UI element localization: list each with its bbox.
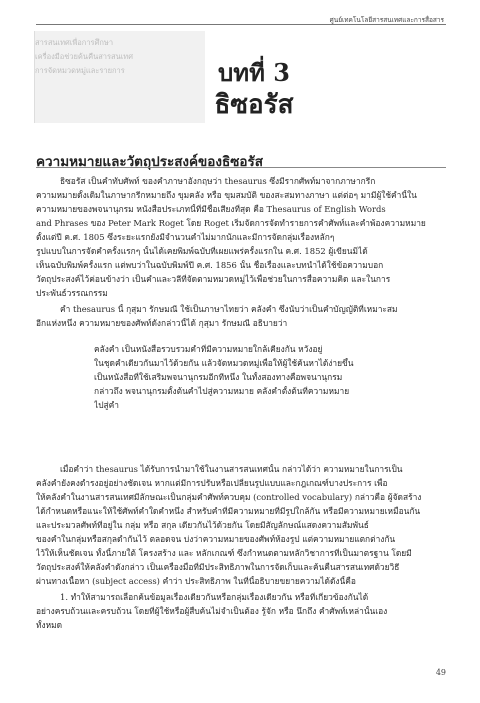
body-line: อีกแห่งหนึ่ง ความหมายของศัพท์ดังกล่าวนี้ได้ กุสุมา รักษมณี อธิบายว่า <box>36 318 288 328</box>
body-line: วัตถุประสงค์ไว้ค่อนข้างว่า เป็นคำและวลีที่จัดตามหมวดหมู่ไว้เพื่อช่วยในการสื่อความคิด และในการ <box>36 274 391 284</box>
body-line: ตั้งแต่ปี ค.ศ. 1805 ซึ่งระยะแรกยังมีจำนวนคำไม่มากนักและมีการจัดกลุ่มเรื่องหลักๆ <box>36 232 335 242</box>
body-line: คลังคำยังคงดำรงอยู่อย่างชัดเจน หากแต่มีการปรับหรือเปลี่ยนรูปแบบและกฎเกณฑ์บางประการ เพื่อ <box>36 478 388 488</box>
list-item-line: อย่างครบถ้วนและครบถ้วน โดยที่ผู้ใช้หรือผู้สืบค้นไม่จำเป็นต้อง รู้จัก หรือ นึกถึง คำศัพท์เหล่านั้นเอง <box>36 606 388 616</box>
body-line: ธิซอรัส เป็นคำทับศัพท์ ของคำภาษาอังกฤษว่า thesaurus ซึ่งมีรากศัพท์มาจากภาษากรีก <box>60 176 376 186</box>
body-line: วัตถุประสงค์ให้คลังคำดังกล่าว เป็นเครื่องมือที่มีประสิทธิภาพในการจัดเก็บและค้นคืนสารสนเทศด้วยวิธี <box>36 562 400 572</box>
quote-line: ไปสู่คำ <box>94 400 119 410</box>
chapter-number: บทที่ 3 <box>218 58 290 87</box>
body-line: เมื่อคำว่า thesaurus ได้รับการนำมาใช้ในงานสารสนเทศนั้น กล่าวได้ว่า ความหมายในการเป็น <box>60 464 403 474</box>
chapter-title: ธิซอรัส <box>214 90 294 120</box>
header-rule <box>36 24 446 25</box>
body-line: ของคำในกลุ่มหรือสกุลดำกันไว้ ตลอดจน บ่งว่าความหมายของศัพท์ห้องรูป แต่ความหมายแตกต่างกัน <box>36 534 396 544</box>
body-line: และประมวลศัพท์ที่อยู่ใน กลุ่ม หรือ สกุล เดียวกันไว้ด้วยกัน โดยมีสัญลักษณ์แสดงความสัมพันธ์ <box>36 520 369 530</box>
body-line: คำ thesaurus นี้ กุสุมา รักษมณี ใช้เป็นภาษาไทยว่า คลังคำ ซึ่งนับว่าเป็นคำบัญญัติที่เหมาะสม <box>60 304 398 314</box>
quote-line: ในชุดคำเดียวกันมาไว้ด้วยกัน แล้วจัดหมวดหมู่เพื่อให้ผู้ใช้ค้นหาได้ง่ายขึ้น <box>94 358 354 368</box>
chapter-heading <box>204 58 304 122</box>
body-line: ได้กำหนดหรือแนะให้ใช้ศัพท์คำใดคำหนึ่ง สำหรับคำที่มีความหมายที่มีรูปใกล้กัน หรือมีความหมายเหมือนกัน <box>36 506 421 516</box>
faded-line: การจัดหมวดหมู่และรายการ <box>35 66 125 75</box>
body-line: รูปแบบในการจัดคำครั้งแรกๆ นั้นได้เคยพิมพ์ฉบับที่เผยแพร่ครั้งแรกใน ค.ศ. 1852 ผู้เขียนมิได้ <box>36 246 368 256</box>
page-number: 49 <box>435 668 446 677</box>
body-line: and Phrases ของ Peter Mark Roget โดย Roget เริ่มจัดการจัดทำรายการคำศัพท์และคำพ้องความหมาย <box>36 218 426 228</box>
body-line: ความหมายของพจนานุกรม หนังสือประเภทนี้ที่มีชื่อเสียงที่สุด คือ Thesaurus of English Words <box>36 204 386 214</box>
body-line: ความหมายดั้งเดิมในภาษากรีกหมายถึง ขุมคลัง หรือ ขุมสมบัติ ของสะสมทางภาษา แต่ต่อๆ มามีผู้ใช้คำนี้ใน <box>36 190 417 200</box>
faded-side-box <box>34 31 205 123</box>
faded-line: เครื่องมือช่วยค้นคืนสารสนเทศ <box>35 52 133 61</box>
section-heading: ความหมายและวัตถุประสงค์ของธิซอรัส <box>36 154 263 170</box>
section-rule <box>36 167 446 168</box>
body-line: ให้คลังคำในงานสารสนเทศมีลักษณะเป็นกลุ่มคำศัพท์ควบคุม (controlled vocabulary) กล่าวคือ ผู้จัดสร้าง <box>36 492 422 502</box>
running-head: ศูนย์เทคโนโลยีสารสนเทศและการสื่อสาร <box>329 16 444 24</box>
quote-line: กล่าวถึง พจนานุกรมตั้งต้นคำไปสู่ความหมาย คลังคำตั้งต้นที่ความหมาย <box>94 386 350 396</box>
body-line: เห็นฉบับพิมพ์ครั้งแรก แต่พบว่าในฉบับพิมพ์ปี ค.ศ. 1856 นั้น ชื่อเรื่องและบทนำได้ใช้ข้อความบอก <box>36 260 384 270</box>
body-line: ประพันธ์วรรณกรรม <box>36 288 108 298</box>
list-item-line: 1. ทำให้สามารถเลือกค้นข้อมูลเรื่องเดียวกันหรือกลุ่มเรื่องเดียวกัน หรือที่เกี่ยวข้องกันได้ <box>60 592 369 602</box>
body-line: ไว้ให้เห็นชัดเจน ทั้งนี้ภายใต้ โครงสร้าง และ หลักเกณฑ์ ซึ่งกำหนดตามหลักวิชาการที่เป็นมาตรฐาน โดยมี <box>36 548 412 558</box>
quote-line: เป็นหนังสือที่ใช้เสริมพจนานุกรมอีกทีหนึ่ง ในทั้งสองทางคือพจนานุกรม <box>94 372 343 382</box>
faded-line: สารสนเทศเพื่อการศึกษา <box>35 38 114 47</box>
list-item-line: ทั้งหมด <box>36 620 63 630</box>
quote-line: คลังคำ เป็นหนังสือรวบรวมคำที่มีความหมายใกล้เคียงกัน หวังอยู่ <box>94 344 323 354</box>
body-line: ผ่านทางเนื้อหา (subject access) คำว่า ประสิทธิภาพ ในที่นี้อธิบายขยายความได้ดังนี้คือ <box>36 576 356 586</box>
